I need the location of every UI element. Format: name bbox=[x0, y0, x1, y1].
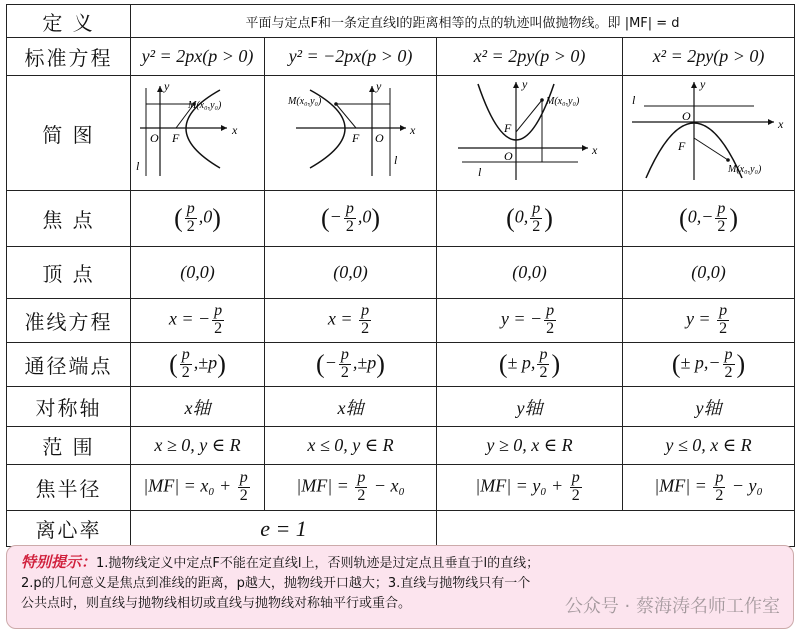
graph-1-y-label: y bbox=[163, 79, 169, 93]
graph-1-directrix-label: l bbox=[135, 159, 139, 173]
parabola-up-graph bbox=[438, 76, 622, 186]
axis-2: x轴 bbox=[265, 387, 437, 427]
graph-2-point-label: M(x₀,y₀) bbox=[287, 96, 321, 107]
latus-1: ( $\frac{p}{2}$ ,±p) bbox=[131, 343, 265, 387]
label-axis: 对称轴 bbox=[7, 387, 131, 427]
equation-3: x² = 2py(p > 0) bbox=[437, 38, 623, 76]
latus-4: (± p,− $\frac{p}{2}$ ) bbox=[623, 343, 795, 387]
directrix-4: y = $\frac{p}{2}$ bbox=[623, 299, 795, 343]
row-axis bbox=[7, 387, 795, 427]
parabola-right-graph bbox=[132, 76, 264, 186]
latus-2: (− $\frac{p}{2}$ ,±p) bbox=[265, 343, 437, 387]
graph-3 bbox=[437, 76, 623, 191]
label-focus: 焦 点 bbox=[7, 191, 131, 247]
focal-radius-4: |MF| = $\frac{p}{2}$ − y₀ bbox=[623, 465, 795, 511]
graph-2-focus-label: F bbox=[351, 131, 359, 145]
tip-title: 特别提示： bbox=[21, 553, 97, 571]
graph-3-origin-label: O bbox=[503, 149, 513, 163]
range-3: y ≥ 0, x ∈ R bbox=[437, 427, 623, 465]
range-4: y ≤ 0, x ∈ R bbox=[623, 427, 795, 465]
graph-4-y-label: y bbox=[699, 77, 705, 91]
graph-3-focus-label: F bbox=[503, 121, 511, 135]
row-directrix bbox=[7, 299, 795, 343]
row-definition bbox=[7, 5, 795, 38]
graph-2-directrix-label: l bbox=[393, 153, 397, 167]
parabola-table bbox=[6, 4, 795, 547]
directrix-3: y = − $\frac{p}{2}$ bbox=[437, 299, 623, 343]
graph-4-focus-label: F bbox=[677, 139, 685, 153]
label-range: 范 围 bbox=[7, 427, 131, 465]
graph-4-directrix-label: l bbox=[631, 93, 635, 107]
label-latus: 通径端点 bbox=[7, 343, 131, 387]
label-graph: 简 图 bbox=[7, 76, 131, 191]
graph-4-point-label: M(x₀,y₀) bbox=[727, 164, 761, 175]
tip-line-1-text: 1.抛物线定义中定点F不能在定直线l上，否则轨迹是过定点且垂直于l的直线； bbox=[96, 556, 540, 571]
graph-1 bbox=[131, 76, 265, 191]
range-2: x ≤ 0, y ∈ R bbox=[265, 427, 437, 465]
graph-3-point-label: M(x₀,y₀) bbox=[545, 96, 579, 107]
graph-2-x-label: x bbox=[409, 123, 415, 137]
focus-2: (− $\frac{p}{2}$ ,0) bbox=[265, 191, 437, 247]
focal-radius-3: |MF| = y₀ + $\frac{p}{2}$ bbox=[437, 465, 623, 511]
tip-line-1 bbox=[21, 552, 779, 574]
axis-3: y轴 bbox=[437, 387, 623, 427]
label-eccentricity: 离心率 bbox=[7, 511, 131, 547]
row-equation bbox=[7, 38, 795, 76]
tip-line-3: 公共点时，则直线与抛物线相切或直线与抛物线对称轴平行或重合。 bbox=[21, 596, 412, 611]
watermark: 公众号 · 蔡海涛名师工作室 bbox=[564, 596, 780, 617]
axis-1: x轴 bbox=[131, 387, 265, 427]
label-vertex: 顶 点 bbox=[7, 247, 131, 299]
vertex-1: (0,0) bbox=[131, 247, 265, 299]
graph-4 bbox=[623, 76, 795, 191]
row-range bbox=[7, 427, 795, 465]
eccentricity-empty bbox=[437, 511, 795, 547]
focus-3: (0, $\frac{p}{2}$ ) bbox=[437, 191, 623, 247]
row-vertex bbox=[7, 247, 795, 299]
equation-4: x² = 2py(p > 0) bbox=[623, 38, 795, 76]
label-equation: 标准方程 bbox=[7, 38, 131, 76]
row-graph bbox=[7, 76, 795, 191]
graph-1-focus-label: F bbox=[171, 131, 179, 145]
row-latus bbox=[7, 343, 795, 387]
graph-1-x-label: x bbox=[231, 123, 237, 137]
label-directrix: 准线方程 bbox=[7, 299, 131, 343]
row-focal-radius bbox=[7, 465, 795, 511]
tip-line-2: 2.p的几何意义是焦点到准线的距离，p越大，抛物线开口越大；3.直线与抛物线只有一个 bbox=[21, 576, 531, 591]
graph-3-directrix-label: l bbox=[477, 165, 481, 179]
graph-2 bbox=[265, 76, 437, 191]
graph-2-origin-label: O bbox=[374, 131, 384, 145]
graph-3-x-label: x bbox=[591, 143, 597, 157]
range-1: x ≥ 0, y ∈ R bbox=[131, 427, 265, 465]
graph-1-point-label: M(x₀,y₀) bbox=[187, 100, 221, 111]
row-eccentricity bbox=[7, 511, 795, 547]
vertex-3: (0,0) bbox=[437, 247, 623, 299]
parabola-left-graph bbox=[266, 76, 436, 186]
graph-4-x-label: x bbox=[777, 117, 783, 131]
directrix-2: x = $\frac{p}{2}$ bbox=[265, 299, 437, 343]
focal-radius-2: |MF| = $\frac{p}{2}$ − x₀ bbox=[265, 465, 437, 511]
eccentricity-value: e = 1 bbox=[131, 511, 437, 547]
label-focal-radius: 焦半径 bbox=[7, 465, 131, 511]
graph-2-y-label: y bbox=[375, 79, 381, 93]
axis-4: y轴 bbox=[623, 387, 795, 427]
vertex-4: (0,0) bbox=[623, 247, 795, 299]
graph-4-origin-label: O bbox=[681, 109, 691, 123]
focus-4: (0,− $\frac{p}{2}$ ) bbox=[623, 191, 795, 247]
definition-text: 平面与定点F和一条定直线l的距离相等的点的轨迹叫做抛物线。即 |MF| = d bbox=[131, 5, 795, 38]
graph-1-origin-label: O bbox=[149, 131, 159, 145]
row-focus bbox=[7, 191, 795, 247]
equation-1: y² = 2px(p > 0) bbox=[131, 38, 265, 76]
equation-2: y² = −2px(p > 0) bbox=[265, 38, 437, 76]
label-definition: 定 义 bbox=[7, 5, 131, 38]
focal-radius-1: |MF| = x₀ + $\frac{p}{2}$ bbox=[131, 465, 265, 511]
graph-3-y-label: y bbox=[521, 77, 527, 91]
latus-3: (± p, $\frac{p}{2}$ ) bbox=[437, 343, 623, 387]
focus-1: ( $\frac{p}{2}$ ,0) bbox=[131, 191, 265, 247]
vertex-2: (0,0) bbox=[265, 247, 437, 299]
directrix-1: x = − $\frac{p}{2}$ bbox=[131, 299, 265, 343]
parabola-down-graph bbox=[624, 76, 794, 186]
